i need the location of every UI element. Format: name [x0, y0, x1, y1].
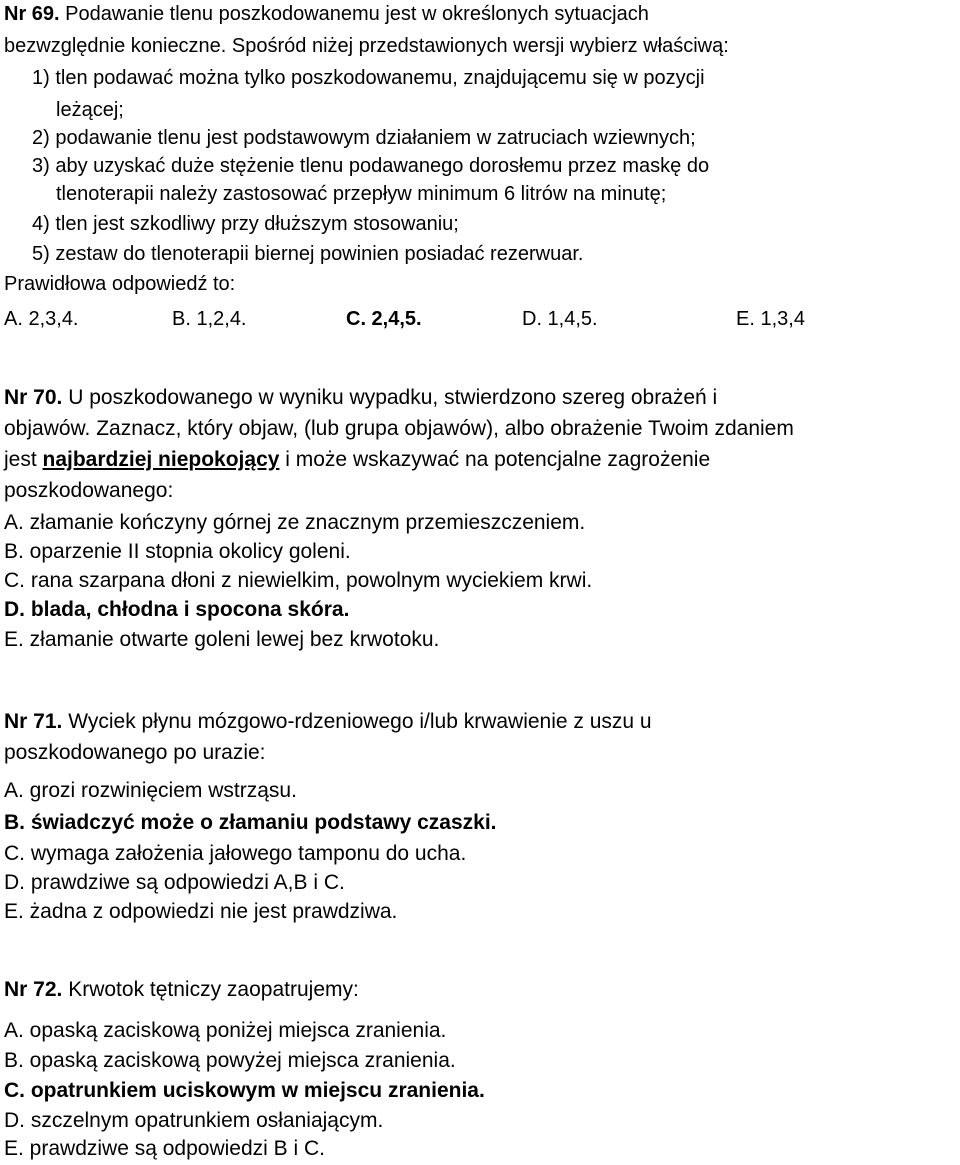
q71-option-e: E. żadna z odpowiedzi nie jest prawdziwa.: [4, 900, 398, 923]
q72-stem-text: Krwotok tętniczy zaopatrujemy:: [62, 978, 359, 1001]
q70-stem-line-3-pre: jest: [4, 448, 43, 471]
q70-stem-line-2: objawów. Zaznacz, który objaw, (lub grupa objawów), albo obrażenie Twoim zdaniem: [4, 417, 794, 440]
q72-option-c: C. opatrunkiem uciskowym w miejscu zranienia.: [4, 1079, 485, 1102]
q69-item-1: 1) tlen podawać można tylko poszkodowanemu, znajdującemu się w pozycji: [32, 67, 705, 89]
q69-item-5: 5) zestaw do tlenoterapii biernej powinien posiadać rezerwuar.: [32, 243, 584, 265]
q70-option-a: A. złamanie kończyny górnej ze znacznym przemieszczeniem.: [4, 511, 586, 534]
q69-number: Nr 69.: [4, 3, 60, 25]
q70-emphasis: najbardziej niepokojący: [42, 448, 280, 471]
q69-answer-b: B. 1,2,4.: [172, 308, 247, 330]
q69-stem-line-2: bezwzględnie konieczne. Spośród niżej przedstawionych wersji wybierz właściwą:: [4, 35, 729, 57]
q69-item-3-cont: tlenoterapii należy zastosować przepływ minimum 6 litrów na minutę;: [56, 183, 667, 205]
q72-option-a: A. opaską zaciskową poniżej miejsca zranienia.: [4, 1019, 447, 1042]
q72-option-b: B. opaską zaciskową powyżej miejsca zranienia.: [4, 1049, 456, 1072]
q71-stem-line-2: poszkodowanego po urazie:: [4, 741, 266, 764]
q69-prompt: Prawidłowa odpowiedź to:: [4, 273, 236, 295]
q72-stem-line-1: [4, 979, 359, 1000]
q70-option-b: B. oparzenie II stopnia okolicy goleni.: [4, 540, 351, 563]
q72-number: Nr 72.: [4, 978, 63, 1001]
q71-option-c: C. wymaga założenia jałowego tamponu do ucha.: [4, 842, 467, 865]
q69-answer-e: E. 1,3,4: [736, 308, 805, 330]
q70-number: Nr 70.: [4, 386, 63, 409]
q70-option-d: D. blada, chłodna i spocona skóra.: [4, 598, 350, 621]
q69-item-1-cont: leżącej;: [56, 99, 124, 121]
q69-item-2: 2) podawanie tlenu jest podstawowym działaniem w zatruciach wziewnych;: [32, 127, 696, 149]
q70-stem-line-3: [4, 449, 710, 470]
q70-stem-line-3-post: i może wskazywać na potencjalne zagrożenie: [279, 448, 711, 471]
q71-number: Nr 71.: [4, 710, 63, 733]
q69-stem-text: Podawanie tlenu poszkodowanemu jest w określonych sytuacjach: [59, 3, 649, 25]
q70-stem-text: U poszkodowanego w wyniku wypadku, stwierdzono szereg obrażeń i: [62, 386, 718, 409]
q69-answer-a: A. 2,3,4.: [4, 308, 79, 330]
q69-answer-d: D. 1,4,5.: [522, 308, 598, 330]
q71-stem-text: Wyciek płynu mózgowo-rdzeniowego i/lub krwawienie z uszu u: [62, 710, 652, 733]
q71-option-d: D. prawdziwe są odpowiedzi A,B i C.: [4, 871, 345, 894]
q71-option-b: B. świadczyć może o złamaniu podstawy czaszki.: [4, 811, 497, 834]
q69-answers: [4, 308, 956, 332]
q70-option-e: E. złamanie otwarte goleni lewej bez krwotoku.: [4, 628, 440, 651]
q69-stem-line-1: [4, 4, 649, 24]
q70-stem-line-4: poszkodowanego:: [4, 479, 174, 502]
q72-option-d: D. szczelnym opatrunkiem osłaniającym.: [4, 1109, 384, 1132]
q71-option-a: A. grozi rozwinięciem wstrząsu.: [4, 779, 297, 802]
q69-item-4: 4) tlen jest szkodliwy przy dłuższym stosowaniu;: [32, 213, 459, 235]
q70-stem-line-1: [4, 387, 717, 408]
q72-option-e: E. prawdziwe są odpowiedzi B i C.: [4, 1137, 325, 1160]
q71-stem-line-1: [4, 711, 652, 732]
q69-item-3: 3) aby uzyskać duże stężenie tlenu podawanego dorosłemu przez maskę do: [32, 155, 710, 177]
q70-option-c: C. rana szarpana dłoni z niewielkim, powolnym wyciekiem krwi.: [4, 569, 593, 592]
q69-answer-c: C. 2,4,5.: [346, 308, 422, 330]
